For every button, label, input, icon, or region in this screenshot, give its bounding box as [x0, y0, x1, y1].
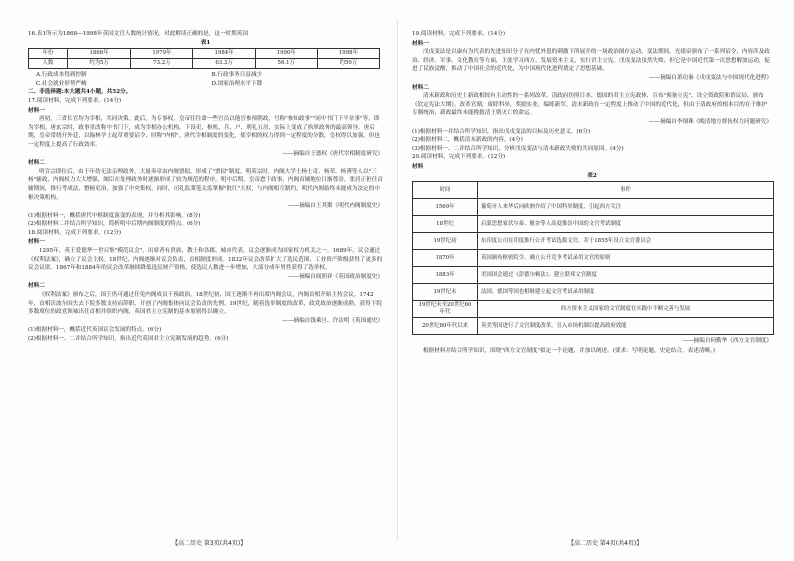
table2-era: 19世纪末 [413, 284, 478, 301]
table2-era: 20世纪80年代以来 [413, 318, 478, 335]
q19-requirement: (3)根据材料一、二并结合所学知识，分析戊戌变法与清末新政失败的共同原因。(4分) [412, 145, 624, 152]
table2-era: 19世纪末至20世纪60年代 [413, 301, 478, 318]
q16-option-a: A.行政成本得到控制 [36, 72, 87, 79]
table1-header-row [29, 49, 380, 59]
table2-row [413, 233, 774, 250]
table2-row [413, 216, 774, 233]
table1-cell: 约50万 [317, 59, 379, 69]
q17-requirement: (2)根据材料二并结合所学知识，简析明中后期内阁制度的特点。(6分) [28, 221, 201, 228]
table2 [412, 181, 774, 335]
q16-stem: 16.表1所示为1868—1998年英国文官人数统计情况。对此解读正确的是，这一时期英国 [28, 31, 248, 37]
table2-era: 1883年 [413, 267, 478, 284]
table2-event: 美国国会通过《彭德尔顿法》，建立联邦文官制度 [478, 267, 774, 284]
q18-material1-source: ——摘编自阎照祥《英国政治制度史》 [287, 273, 383, 280]
table2-event: 法国、德国等国也相继建立起文官考试录用制度 [478, 284, 774, 301]
q17-material2-text: 明宣宗即位后，由于年幼无法亲理政务，大量奏章由内阁票拟，形成了"票拟"制度。明英宗时，内阁大学士杨士奇、杨荣、杨溥等人以"三杨"辅政，内阁权力大大增强，阁臣在处理政务时逐渐形成了较为规范的程序。明中后期，皇帝怠于政事，内阁首辅地位日渐尊崇，张居正担任首辅期间，推行考成法，整顿吏治，加强了中央集权。同时，司礼监秉笔太监掌握"批红"大权，与内阁相互制约，明代内阁始终未能成为法定的中枢决策机构。 [28, 168, 383, 201]
table1-cell: 56.1万 [255, 59, 317, 69]
page-footer-right: 【高二历史 第4页(共4页)】 [568, 540, 643, 547]
q18-requirement: (1)根据材料一，概括近代英国议会发展的特点。(6分) [28, 327, 162, 334]
q19-material1-label: 材料一 [412, 40, 429, 47]
q18-material2-text: 《权利法案》颁布之后，国王仍可通过任免内阁成员干预政治。18世纪初，国王逐渐不再出席内阁会议，内阁首相开始主持会议。1742年，首相沃波尔因失去下院多数支持而辞职，开创了内阁集体向议会负责的先例。19世纪，随着选举制度的改革，政党政治逐渐成熟，获得下院多数席位的政党领袖出任首相并组织内阁，英国君主立宪制的基本原则得以确立。 [28, 292, 382, 316]
table2-era: 1870年 [413, 250, 478, 267]
q19-stem: 19.阅读材料，完成下列要求。(14分) [412, 31, 506, 37]
table2-era: 18世纪 [413, 216, 478, 233]
table1-header: 1984年 [193, 49, 255, 59]
q16-option-d: D.国家治理水平下降 [211, 80, 263, 87]
q19-requirement: (1)根据材料一并结合所学知识，指出戊戌变法的目标及历史意义。(6分) [412, 128, 591, 135]
q18-material2-source: ——摘编自钱乘旦、许洁明《英国通史》 [282, 317, 383, 324]
q17-material2-source: ——摘编自王其榘《明代内阁制度史》 [287, 203, 383, 210]
q19-material2-source: ——摘编自李细珠《晚清地方督抚权力问题研究》 [648, 118, 772, 125]
table2-event: 东印度公司在印度推行公开考试选拔文官，并于1855年设立文官委员会 [478, 233, 774, 250]
q20-stem: 20.阅读材料，完成下列要求。(12分) [412, 154, 506, 161]
right-column [412, 30, 772, 355]
table2-row [413, 318, 774, 335]
q19-material2-label: 材料二 [412, 84, 429, 91]
q16-option-c: C.社会就业形势严峻 [36, 80, 87, 87]
table2-event: 葡萄牙人来华后向欧洲介绍了中国科举制度，引起西方关注 [478, 199, 774, 216]
table1-header: 1868年 [67, 49, 131, 59]
table2-event: 英国颁布枢密院令，确立公开竞争考试录用文官的原则 [478, 250, 774, 267]
table2-event: 启蒙思想家伏尔泰、魁奈等人高度推崇中国的文官考试制度 [478, 216, 774, 233]
table2-header: 事件 [478, 182, 774, 199]
table1 [28, 48, 380, 69]
table1-header: 1998年 [317, 49, 379, 59]
q17-requirement: (1)根据材料一，概括唐代中枢制度演变的表现，并分析其影响。(8分) [28, 212, 201, 219]
table1-header: 1979年 [131, 49, 193, 59]
left-column [28, 30, 383, 344]
q17-material1-source: ——摘编自王德权《唐代宰相制度研究》 [282, 150, 383, 157]
table1-cell: 约为5万 [67, 59, 131, 69]
q18-material1-text: 1295年，英王爱德华一世召集"模范议会"，出席者有贵族、教士和各郡、城市代表，议会逐渐成为国家权力机关之一。1689年，议会通过《权利法案》，确立了议会主权。18世纪，内阁逐渐对议会负责，首相制度形成。1832年议会改革扩大了选民范围，工业资产阶级获得了更多的议会议席。1867年和1884年的议会改革继续降低选民财产资格，使选民人数进一步增加，大部分成年男性获得了选举权。 [28, 248, 383, 272]
q19-material1-text: 戊戌变法是以康有为代表的先进知识分子在内忧外患的刺激下所展开的一场政治图存运动。变法期间，光绪帝颁布了一系列诏令，内容涉及政治、经济、军事、文化教育等方面，主张学习西方，发展资本主义，实行君主立宪。戊戌变法虽然失败，但它是中国近代第一次思想解放运动，促进了民族觉醒，推动了中国社会的近代化，为中国现代化进程奠定了思想基础。 [412, 49, 771, 73]
page-footer-left: 【高二历史 第3页(共4页)】 [172, 540, 247, 547]
column-divider [397, 20, 398, 540]
q20-material-label: 材料 [412, 163, 424, 170]
table1-data-row [29, 59, 380, 69]
q17-stem: 17.阅读材料，完成下列要求。(14分) [28, 97, 122, 104]
q17-material2-label: 材料二 [28, 160, 45, 167]
section-heading: 二、非选择题:本大题共4小题，共52分。 [28, 89, 132, 96]
table2-era: 19世纪初 [413, 233, 478, 250]
q17-material1-text: 唐初，三省长官均为宰相，共同决策。此后，为专事权，皇帝往往命一些官员以他官参预朝政，号称"参知政事""同中书门下平章事"等，即为宰相。唐玄宗时，政事堂改称中书门下，成为宰相办公机构，下设吏、枢机、兵、户、刑礼五房，实际上变成了执掌政务的最高领导。唐后期，皇帝常绕开外廷，以翰林学士起草重要诏令，时称"内相"。唐代宰相制度的变化，使宰相的权力得到一定程度的分散，皇权得以加强，但也一定程度上提高了行政效率。 [28, 116, 380, 148]
table2-event: 英美等国进行了文官制度改革，引入市场机制以提高政府效能 [478, 318, 774, 335]
table2-row [413, 199, 774, 216]
table2-row [413, 250, 774, 267]
q18-material1-label: 材料一 [28, 239, 45, 246]
q18-requirement: (2)根据材料一、二并结合所学知识，指出近代英国君主立宪制发展的趋势。(6分) [28, 336, 229, 342]
q16-option-b: B.行政事务日益减少 [211, 72, 263, 79]
table2-row [413, 301, 774, 318]
table2-header: 时间 [413, 182, 478, 199]
q20-source: ——摘编自何勤华《西方文官制度》 [682, 338, 772, 345]
table2-title: 表2 [587, 172, 597, 179]
table1-cell: 63.3万 [193, 59, 255, 69]
table1-header: 1990年 [255, 49, 317, 59]
table1-title: 表1 [200, 39, 211, 46]
q18-material2-label: 材料二 [28, 283, 45, 290]
table1-header: 年份 [29, 49, 68, 59]
q20-requirement: 根据材料并结合所学知识，围绕"西方文官制度"拟定一个论题，并加以阐述。(要求：写明论题，史论结合，表述清晰。) [423, 347, 715, 354]
table1-cell: 73.2万 [131, 59, 193, 69]
q16-options [36, 71, 383, 88]
table2-era: 1569年 [413, 199, 478, 216]
table2-event: 西方资本主义国家的文官制度在实践中不断完善与发展 [478, 301, 774, 318]
q19-requirement: (2)根据材料二，概括清末新政的内容。(4分) [412, 137, 523, 144]
table2-header-row [413, 182, 774, 199]
table2-row [413, 267, 774, 284]
table2-row [413, 284, 774, 301]
q19-material2-text: 清末新政和历史上新政相较有主动性的一系列改革。清政府仿照日本、德国的君主立宪政体，宣布"预备立宪"，设立资政院和谘议局，颁布《钦定宪法大纲》，改革官制，废除科举，奖励实业，编练新军。清末新政在一定程度上推动了中国的近代化，但由于清政府的根本目的在于维护专制统治，新政最终未能挽救清王朝灭亡的命运。 [412, 93, 768, 117]
q18-stem: 18.阅读材料，完成下列要求。(12分) [28, 229, 122, 236]
q19-material1-source: ——摘编自萧功秦《戊戌变法与中国现代化进程》 [648, 74, 772, 81]
q17-material1-label: 材料一 [28, 107, 45, 114]
table1-row-label: 人数 [29, 59, 68, 69]
